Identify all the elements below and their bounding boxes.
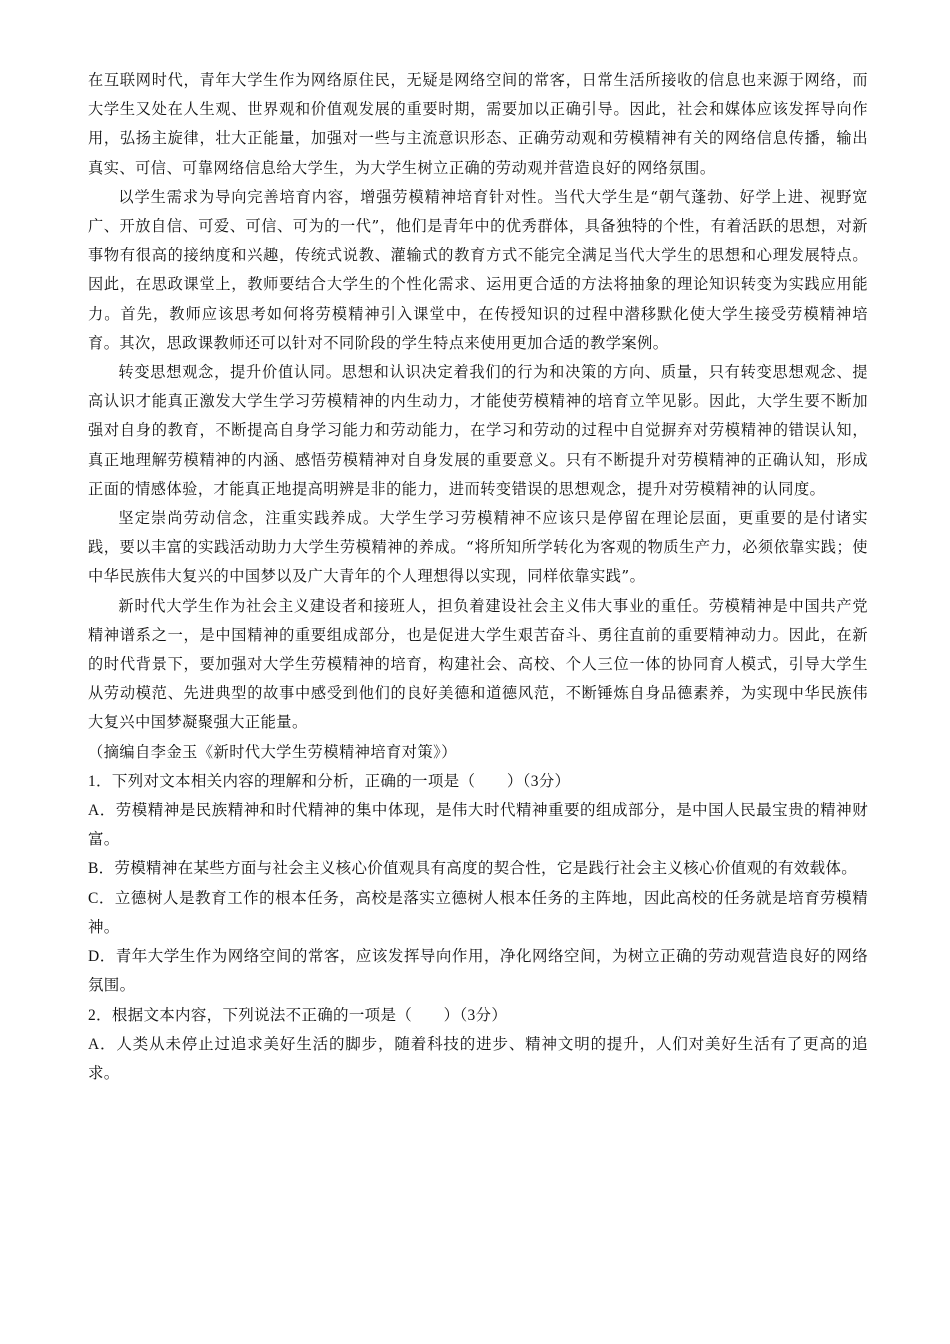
passage-paragraph-1: 在互联网时代，青年大学生作为网络原住民，无疑是网络空间的常客，日常生活所接收的信息也来源于网络，而大学生又处在人生观、世界观和价值观发展的重要时期，需要加以正确引导。因此，社会和媒体应该发挥导向作用，弘扬主旋律，壮大正能量，加强对一些与主流意识形态、正确劳动观和劳模精神有关的网络信息传播，输出真实、可信、可靠网络信息给大学生，为大学生树立正确的劳动观并营造良好的网络氛围。 [88,71,868,177]
question-stem: 2．根据文本内容，下列说法不正确的一项是（ ）（3分） [88,1006,508,1024]
option-d: D．青年大学生作为网络空间的常客，应该发挥导向作用，净化网络空间，为树立正确的劳动观营造良好的网络氛围。 [88,948,868,995]
question-1 [88,767,868,1001]
reading-passage [88,66,868,767]
question-2 [88,1001,868,1089]
passage-paragraph-4: 坚定崇尚劳动信念，注重实践养成。大学生学习劳模精神不应该只是停留在理论层面，更重要的是付诸实践，要以丰富的实践活动助力大学生劳模精神的养成。“将所知所学转化为客观的物质生产力，必须依靠实践；使中华民族伟大复兴的中国梦以及广大青年的个人理想得以实现，同样依靠实践”。 [88,509,868,586]
passage-source: （摘编自李金玉《新时代大学生劳模精神培育对策》） [88,742,457,761]
option-a: A．人类从未停止过追求美好生活的脚步，随着科技的进步、精神文明的提升，人们对美好生活有了更高的追求。 [88,1035,868,1082]
option-b: B．劳模精神在某些方面与社会主义核心价值观具有高度的契合性，它是践行社会主义核心价值观的有效载体。 [88,860,858,878]
question-stem: 1．下列对文本相关内容的理解和分析，正确的一项是（ ）（3分） [88,772,571,790]
option-a: A．劳模精神是民族精神和时代精神的集中体现，是伟大时代精神重要的组成部分，是中国人民最宝贵的精神财富。 [88,802,868,849]
exam-page [88,66,868,1088]
passage-paragraph-5: 新时代大学生作为社会主义建设者和接班人，担负着建设社会主义伟大事业的重任。劳模精神是中国共产党精神谱系之一，是中国精神的重要组成部分，也是促进大学生艰苦奋斗、勇往直前的重要精神动力。因此，在新的时代背景下，要加强对大学生劳模精神的培育，构建社会、高校、个人三位一体的协同育人模式，引导大学生从劳动模范、先进典型的故事中感受到他们的良好美德和道德风范，不断锤炼自身品德素养，为实现中华民族伟大复兴中国梦凝聚强大正能量。 [88,596,868,732]
passage-paragraph-2: 以学生需求为导向完善培育内容，增强劳模精神培育针对性。当代大学生是“朝气蓬勃、好学上进、视野宽广、开放自信、可爱、可信、可为的一代”，他们是青年中的优秀群体，具备独特的个性，有着活跃的思想，对新事物有很高的接纳度和兴趣，传统式说教、灌输式的教育方式不能完全满足当代大学生的思想和心理发展特点。因此，在思政课堂上，教师要结合大学生的个性化需求、运用更合适的方法将抽象的理论知识转变为实践应用能力。首先，教师应该思考如何将劳模精神引入课堂中，在传授知识的过程中潜移默化使大学生接受劳模精神培育。其次，思政课教师还可以针对不同阶段的学生特点来使用更加合适的教学案例。 [88,187,868,352]
option-c: C．立德树人是教育工作的根本任务，高校是落实立德树人根本任务的主阵地，因此高校的任务就是培育劳模精神。 [88,889,868,936]
passage-paragraph-3: 转变思想观念，提升价值认同。思想和认识决定着我们的行为和决策的方向、质量，只有转变思想观念、提高认识才能真正激发大学生学习劳模精神的内生动力，才能使劳模精神的培育立竿见影。因此，大学生要不断加强对自身的教育，不断提高自身学习能力和劳动能力，在学习和劳动的过程中自觉摒弃对劳模精神的错误认知，真正地理解劳模精神的内涵、感悟劳模精神对自身发展的重要意义。只有不断提升对劳模精神的正确认知，形成正面的情感体验，才能真正地提高明辨是非的能力，进而转变错误的思想观念，提升对劳模精神的认同度。 [88,363,868,498]
questions-section [88,767,868,1088]
